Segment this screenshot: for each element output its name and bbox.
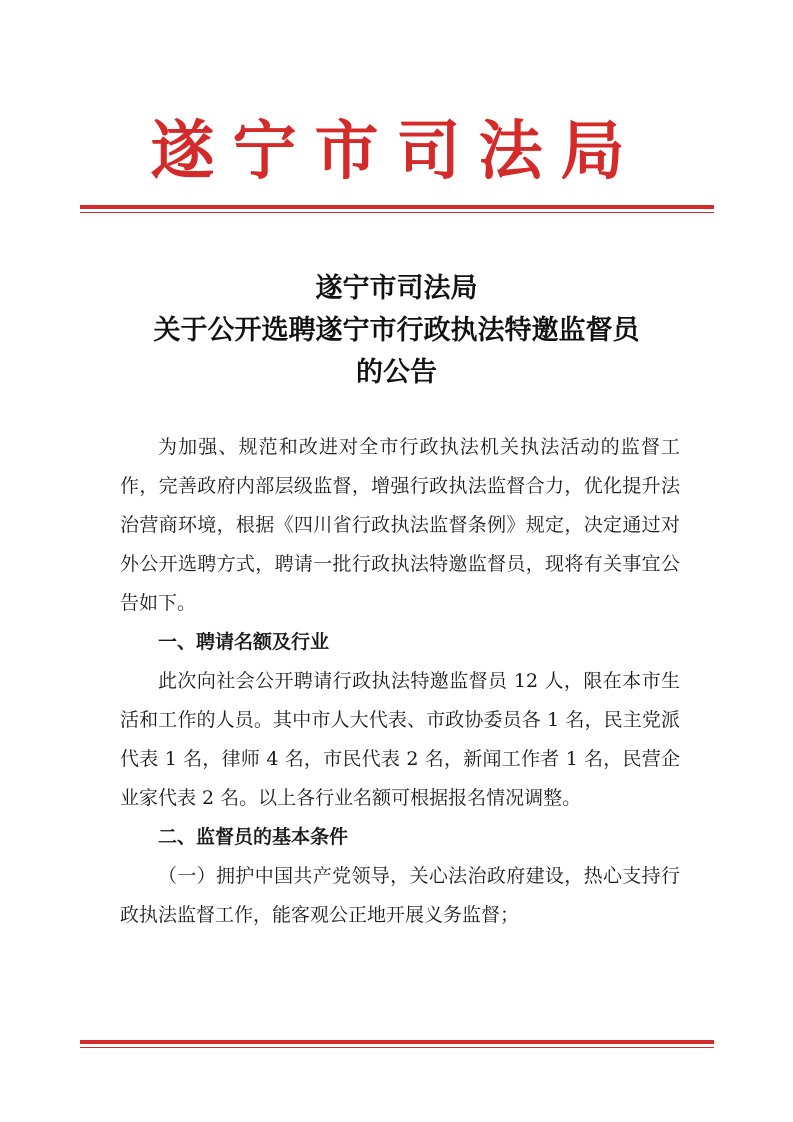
document-title — [0, 268, 793, 394]
section-1-heading: 一、聘请名额及行业 — [158, 631, 330, 653]
section-2-item-1: （一）拥护中国共产党领导，关心法治政府建设，热心支持行政执法监督工作，能客观公正地开展义务监督； — [120, 865, 680, 926]
section-1-paragraph: 此次向社会公开聘请行政执法特邀监督员 12 人，限在本市生活和工作的人员。其中市人大代表、市政协委员各 1 名，民主党派代表 1 名，律师 4 名，市民代表 2 名，新闻工作者 1 名，民营企业家代表 2 名。以上各行业名额可根据报名情况调整。 — [120, 670, 680, 809]
section-2-heading: 二、监督员的基本条件 — [158, 826, 349, 848]
document-body — [120, 428, 680, 935]
intro-paragraph: 为加强、规范和改进对全市行政执法机关执法活动的监督工作，完善政府内部层级监督，增强行政执法监督合力，优化提升法治营商环境，根据《四川省行政执法监督条例》规定，决定通过对外公开选聘方式，聘请一批行政执法特邀监督员，现将有关事宜公告如下。 — [120, 436, 680, 614]
footer-divider — [80, 1040, 714, 1048]
title-line-2: 关于公开选聘遂宁市行政执法特邀监督员 — [153, 315, 640, 346]
letterhead-divider — [80, 205, 714, 213]
letterhead-org-name: 遂宁市司法局 — [150, 114, 643, 189]
title-line-3: 的公告 — [356, 357, 437, 388]
title-line-1: 遂宁市司法局 — [315, 273, 478, 304]
